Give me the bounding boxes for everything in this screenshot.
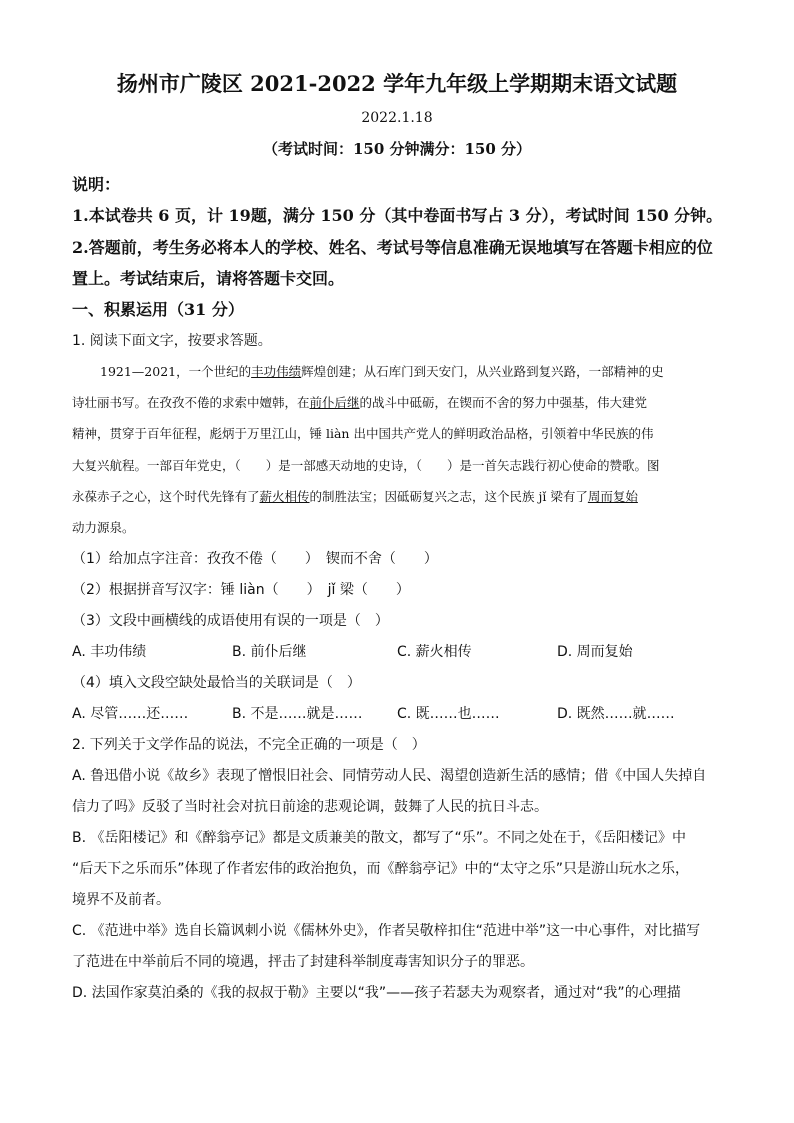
question-1-sub-1: （1）给加点字注音：孜孜不倦（ ） 锲而不舍（ ）: [72, 551, 438, 567]
underlined-idiom-3: 薪火相传: [259, 489, 310, 504]
question-1-sub-4: （4）填入文段空缺处最恰当的关联词是（ ）: [72, 675, 361, 691]
q2-option-d-line1: D. 法国作家莫泊桑的《我的叔叔于勒》主要以“我”——孩子若瑟夫为观察者，通过对“我”的心理描: [72, 985, 681, 1001]
question-1-stem: 1. 阅读下面文字，按要求答题。: [72, 333, 272, 349]
sub3-option-a: A. 丰功伟绩: [72, 644, 147, 660]
sub4-option-b: B. 不是……就是……: [232, 706, 363, 722]
q2-option-c-line2: 了范进在中举前后不同的境遇，抨击了封建科举制度毒害知识分子的罪恶。: [72, 954, 534, 970]
instructions-heading: 说明：: [72, 175, 121, 194]
passage-line-2: 诗壮丽书写。在孜孜不倦的求索中嬗韩，在前仆后继的战斗中砥砺，在锲而不舍的努力中强基，伟大建党: [72, 395, 648, 410]
underlined-idiom-4: 周而复始: [587, 489, 638, 504]
underlined-idiom-1: 丰功伟绩: [251, 364, 302, 379]
sub3-option-c: C. 薪火相传: [397, 644, 472, 660]
q2-option-a-line2: 信力了吗》反驳了当时社会对抗日前途的悲观论调，鼓舞了人民的抗日斗志。: [72, 799, 548, 815]
page-title: 扬州市广陵区 2021-2022 学年九年级上学期期末语文试题: [116, 71, 678, 96]
passage-line-6: 动力源泉。: [72, 520, 135, 535]
question-2-stem: 2. 下列关于文学作品的说法，不完全正确的一项是（ ）: [72, 737, 426, 753]
sub4-option-a: A. 尽管……还……: [72, 706, 189, 722]
question-1-sub-2: （2）根据拼音写汉字：锤 liàn（ ） jǐ 梁（ ）: [72, 582, 410, 598]
instruction-item-1: 1.本试卷共 6 页，计 19题，满分 150 分（其中卷面书写占 3 分），考试时间 150 分钟。: [72, 206, 723, 225]
sub3-option-b: B. 前仆后继: [232, 644, 307, 660]
sub4-option-d: D. 既然……就……: [557, 706, 675, 722]
instruction-item-2-line2: 置上。考试结束后，请将答题卡交回。: [72, 269, 345, 288]
instruction-item-2-line1: 2.答题前，考生务必将本人的学校、姓名、考试号等信息准确无误地填写在答题卡相应的位: [72, 238, 713, 257]
q2-option-b-line2: “后天下之乐而乐”体现了作者宏伟的政治抱负，而《醉翁亭记》中的“太守之乐”只是游山玩水之乐，: [72, 861, 690, 877]
passage-line-4: 大复兴航程。一部百年党史，（ ）是一部感天动地的史诗，（ ）是一首矢志践行初心使命的赞歌。图: [72, 458, 660, 473]
exam-date: 2022.1.18: [361, 110, 433, 126]
q2-option-b-line1: B. 《岳阳楼记》和《醉翁亭记》都是文质兼美的散文，都写了“乐”。不同之处在于，《岳阳楼记》中: [72, 830, 687, 846]
q2-option-c-line1: C. 《范进中举》选自长篇讽刺小说《儒林外史》，作者吴敬梓扣住“范进中举”这一中心事件，对比描写: [72, 923, 701, 939]
underlined-idiom-2: 前仆后继: [309, 395, 360, 410]
q2-option-b-line3: 境界不及前者。: [72, 892, 170, 908]
passage-line-5: 永葆赤子之心，这个时代先锋有了薪火相传的制胜法宝；因砥砺复兴之志，这个民族 jǐ 梁有了周而复始: [72, 489, 638, 504]
exam-time-note: （考试时间：150 分钟满分：150 分）: [262, 140, 532, 158]
passage-line-3: 精神，贯穿于百年征程，彪炳于万里江山，锤 liàn 出中国共产党人的鲜明政治品格，引领着中华民族的伟: [72, 426, 654, 441]
question-1-sub-3: （3）文段中画横线的成语使用有误的一项是（ ）: [72, 613, 389, 629]
q2-option-a-line1: A. 鲁迅借小说《故乡》表现了憎恨旧社会、同情劳动人民、渴望创造新生活的感情；借《中国人失掉自: [72, 768, 707, 784]
passage-line-1: 1921—2021，一个世纪的丰功伟绩辉煌创建；从石库门到天安门，从兴业路到复兴路，一部精神的史: [100, 364, 664, 379]
section-heading: 一、积累运用（31 分）: [72, 300, 244, 319]
sub4-option-c: C. 既……也……: [397, 706, 500, 722]
sub3-option-d: D. 周而复始: [557, 644, 633, 660]
